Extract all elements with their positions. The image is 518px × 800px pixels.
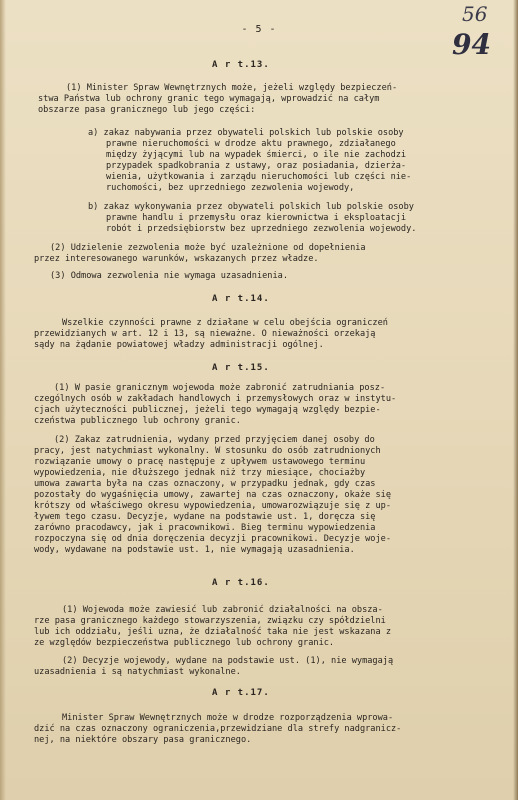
art13-p1-line: (1) Minister Spraw Wewnętrznych może, jeżeli względy bezpieczeń- (66, 83, 398, 93)
art13-a-line: przypadek spadkobrania z ustawy, oraz posiadania, dzierża- (106, 161, 407, 171)
art13-p3-line: (3) Odmowa zezwolenia nie wymaga uzasadnienia. (50, 271, 288, 281)
art17-line: nej, na niektóre obszary pasa granicznego. (34, 735, 252, 745)
art13-a-line: między żyjącymi lub na wypadek śmierci, o ile nie zachodzi (106, 150, 407, 160)
art17-line: Minister Spraw Wewnętrznych może w drodze rozporządzenia wprowa- (62, 713, 394, 723)
art15-p2-line: ływem tego czasu. Decyzje, wydane na podstawie ust. 1, doręcza się (34, 512, 376, 522)
art17-line: dzić na czas oznaczony ograniczenia,przewidziane dla strefy nadgranicz- (34, 724, 402, 734)
handwritten-number-56: 56 (462, 2, 488, 26)
art14-line: sądy na żądanie powiatowej władzy administracji ogólnej. (34, 340, 324, 350)
art13-p1-line: stwa Państwa lub ochrony granic tego wymagają, wprowadzić na całym (38, 94, 380, 104)
art15-p2-line: rozwiązanie umowy o pracę następuje z upływem ustawowego terminu (34, 457, 366, 467)
art13-b-line: robót i przedsiębiorstw bez uprzedniego zezwolenia wojewody. (106, 224, 417, 234)
art16-p1-line: (1) Wojewoda może zawiesić lub zabronić działalności na obsza- (62, 605, 383, 615)
handwritten-number-94: 94 (452, 28, 491, 61)
art15-p2-line: (2) Zakaz zatrudnienia, wydany przed przyjęciem danej osoby do (54, 435, 375, 445)
art16-p1-line: rze pasa granicznego każdego stowarzyszenia, związku czy spółdzielni (34, 616, 386, 626)
art15-p2-line: pracy, jest natychmiast wykonalny. W stosunku do osób zatrudnionych (34, 446, 381, 456)
article-13-heading: A r t.13. (212, 60, 270, 70)
article-17-heading: A r t.17. (212, 688, 270, 698)
art13-p2-line: przez interesowanego warunków, wskazanych przez władze. (34, 254, 319, 264)
art15-p1-line: czególnych osób w zakładach handlowych i przemysłowych oraz w instytu- (34, 394, 397, 404)
art15-p2-line: pozostały do wygaśnięcia umowy, zawartej na czas oznaczony, okaże się (34, 490, 391, 500)
art14-line: przewidzianych w art. 12 i 13, są nieważne. O nieważności orzekają (34, 329, 376, 339)
art16-p1-line: lub ich oddziału, jeśli uzna, że działalność taka nie jest wskazana z (34, 627, 391, 637)
art15-p1-line: (1) W pasie granicznym wojewoda może zabronić zatrudniania posz- (54, 383, 386, 393)
art13-p1-line: obszarze pasa granicznego lub jego części: (38, 105, 256, 115)
art15-p2-line: zarówno pracodawcy, jak i pracownikowi. Bieg terminu wypowiedzenia (34, 523, 376, 533)
art15-p1-line: czeństwa publicznego lub ochrony granic. (34, 416, 241, 426)
art13-a-line: ruchomości, bez uprzedniego zezwolenia wojewody, (106, 183, 355, 193)
art15-p2-line: rozpoczyna się od dnia doręczenia decyzji pracownikowi. Decyzje woje- (34, 534, 391, 544)
art16-p2-line: (2) Decyzje wojewody, wydane na podstawie ust. (1), nie wymagają (62, 656, 394, 666)
art13-a-line: prawne nieruchomości w drodze aktu prawnego, zdziałanego (106, 139, 396, 149)
article-14-heading: A r t.14. (212, 294, 270, 304)
art15-p2-line: wody, wydawane na podstawie ust. 1, nie wymagają uzasadnienia. (34, 545, 355, 555)
art15-p2-line: umowa zawarta była na czas oznaczony, w przypadku jednak, gdy czas (34, 479, 376, 489)
art15-p2-line: wypowiedzenia, nie dłuższego jednak niż trzy miesiące, chociażby (34, 468, 366, 478)
article-16-heading: A r t.16. (212, 578, 270, 588)
page-number: - 5 - (241, 24, 277, 35)
art13-p2-line: (2) Udzielenie zezwolenia może być uzależnione od dopełnienia (50, 243, 366, 253)
art13-b-line: prawne handlu i przemysłu oraz kierownictwa i eksploatacji (106, 213, 407, 223)
art16-p2-line: uzasadnienia i są natychmiast wykonalne. (34, 667, 241, 677)
art13-a-line: a) zakaz nabywania przez obywateli polskich lub polskie osoby (88, 128, 404, 138)
art15-p2-line: krótszy od właściwego okresu wypowiedzenia, umowarozwiązuje się z up- (34, 501, 391, 511)
art14-line: Wszelkie czynności prawne z działane w celu obejścia ograniczeń (62, 318, 388, 328)
art13-a-line: wienia, użytkowania i zarządu nieruchomości lub części nie- (106, 172, 412, 182)
art16-p1-line: ze względów bezpieczeństwa publicznego lub ochrony granic. (34, 638, 335, 648)
article-15-heading: A r t.15. (212, 363, 270, 373)
art15-p1-line: cjach użyteczności publicznej, jeżeli tego wymagają względy bezpie- (34, 405, 381, 415)
art13-b-line: b) zakaz wykonywania przez obywateli polskich lub polskie osoby (88, 202, 414, 212)
